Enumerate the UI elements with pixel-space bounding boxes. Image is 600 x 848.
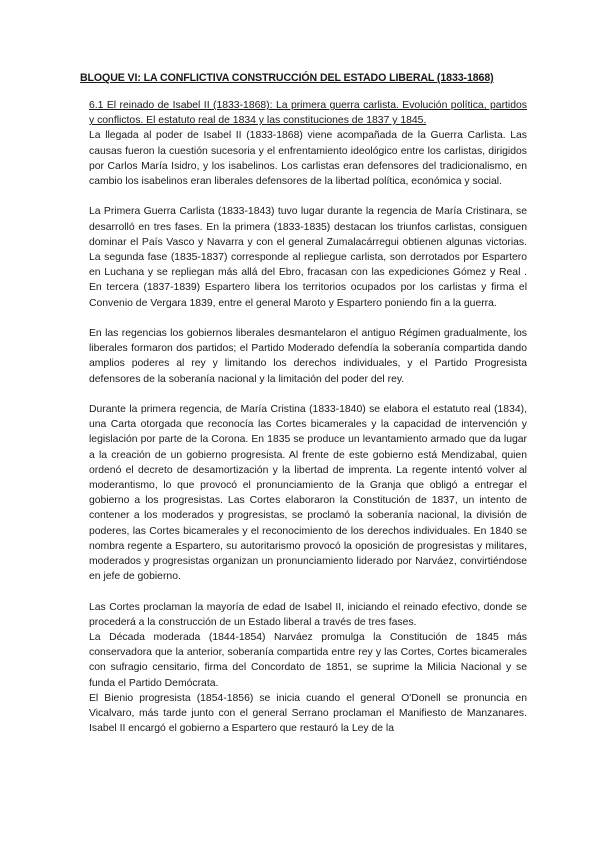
paragraph-majority-age: Las Cortes proclaman la mayoría de edad de Isabel II, iniciando el reinado efectivo, donde se procederá a la construcción de un Estado liberal a través de tres fases. [89, 601, 527, 628]
paragraph-liberal-parties: En las regencias los gobiernos liberales desmantelaron el antiguo Régimen gradualmente, los liberales formaron dos partidos; el Partido Moderado defendía la soberanía compartida dando amplios poderes al rey y limitando los derechos individuales, y el Partido Progresista defensores de la soberanía nacional y la limitación del poder del rey. [89, 328, 527, 385]
paragraph-gap [89, 387, 527, 402]
paragraph-first-regency: Durante la primera regencia, de María Cristina (1833-1840) se elabora el estatuto real (1834), una Carta otorgada que reconocía las Cortes bicamerales y la capacidad de intervención y legislación por parte de la Corona. En 1835 se produce un levantamiento armado que da lugar a la creación de un gobierno progresista. Al frente de este gobierno está Mendizabal, quien ordenó el decreto de desamortización y la libertad de imprenta. La regente intentó volver al moderantismo, lo que provocó el pronunciamiento de la Granja que obligó a entregar el gobierno a los progresistas. Las Cortes elaboraron la Constitución de 1837, un intento de contener a los moderados y progresistas, se proclamó la soberanía nacional, la división de poderes, las Cortes bicamerales y el reconocimiento de los derechos individuales. En 1840 se nombra regente a Espartero, su autoritarismo provocó la oposición de progresistas y militares, moderados y progresistas organizan un pronunciamiento liderado por Narváez, convirtiéndose en jefe de gobierno. [89, 404, 527, 583]
paragraph-carlist-war: La Primera Guerra Carlista (1833-1843) tuvo lugar durante la regencia de María Cristinara, se desarrolló en tres fases. En la primera (1833-1835) destacan los triunfos carlistas, consiguen dominar el País Vasco y Navarra y con el general Zumalacárregui obtienen algunas victorias. La segunda fase (1835-1837) corresponde al repliegue carlista, son derrotados por Espartero en Luchana y se repliegan más allá del Ebro, fracasan con las expediciones Gómez y Real . En tercera (1837-1839) Espartero libera los territorios ocupados por los carlistas y firma el Convenio de Vergara 1839, entre el general Maroto y Espartero poniendo fin a la guerra. [89, 206, 527, 309]
paragraph-progressive-biennium: El Bienio progresista (1854-1856) se inicia cuando el general O'Donell se pronuncia en Vicalvaro, más tarde junto con el general Serrano proclaman el Manifiesto de Manzanares. Isabel II encargó el gobierno a Espartero que restauró la Ley de la [89, 692, 527, 735]
paragraph-moderate-decade: La Década moderada (1844-1854) Narváez promulga la Constitución de 1845 más conservadora que la anterior, soberanía compartida entre rey y las Cortes, Cortes bicamerales con sufragio censitario, firma del Concordato de 1851, se suprime la Milicia Nacional y se funda el Partido Demócrata. [89, 632, 527, 689]
paragraph-intro: La llegada al poder de Isabel II (1833-1868) viene acompañada de la Guerra Carlista. Las causas fueron la cuestión sucesoria y el enfrentamiento ideológico entre los carlistas, dirigidos por Carlos María Isidro, y los isabelinos. Los carlistas eran defensores del tradicionalismo, en cambio los isabelinos eran liberales defensores de la libertad política, económica y social. [89, 130, 527, 188]
section-subtitle: 6.1 El reinado de Isabel II (1833-1868): La primera guerra carlista. Evolución política, partidos y conflictos. El estatuto real de 1834 y las constituciones de 1837 y 1845. [89, 100, 527, 127]
paragraph-gap [89, 584, 527, 599]
paragraph-gap [89, 189, 527, 204]
document-title: BLOQUE VI: LA CONFLICTIVA CONSTRUCCIÓN DEL ESTADO LIBERAL (1833-1868) [80, 72, 494, 84]
paragraph-gap [89, 311, 527, 326]
document-body [89, 98, 527, 736]
